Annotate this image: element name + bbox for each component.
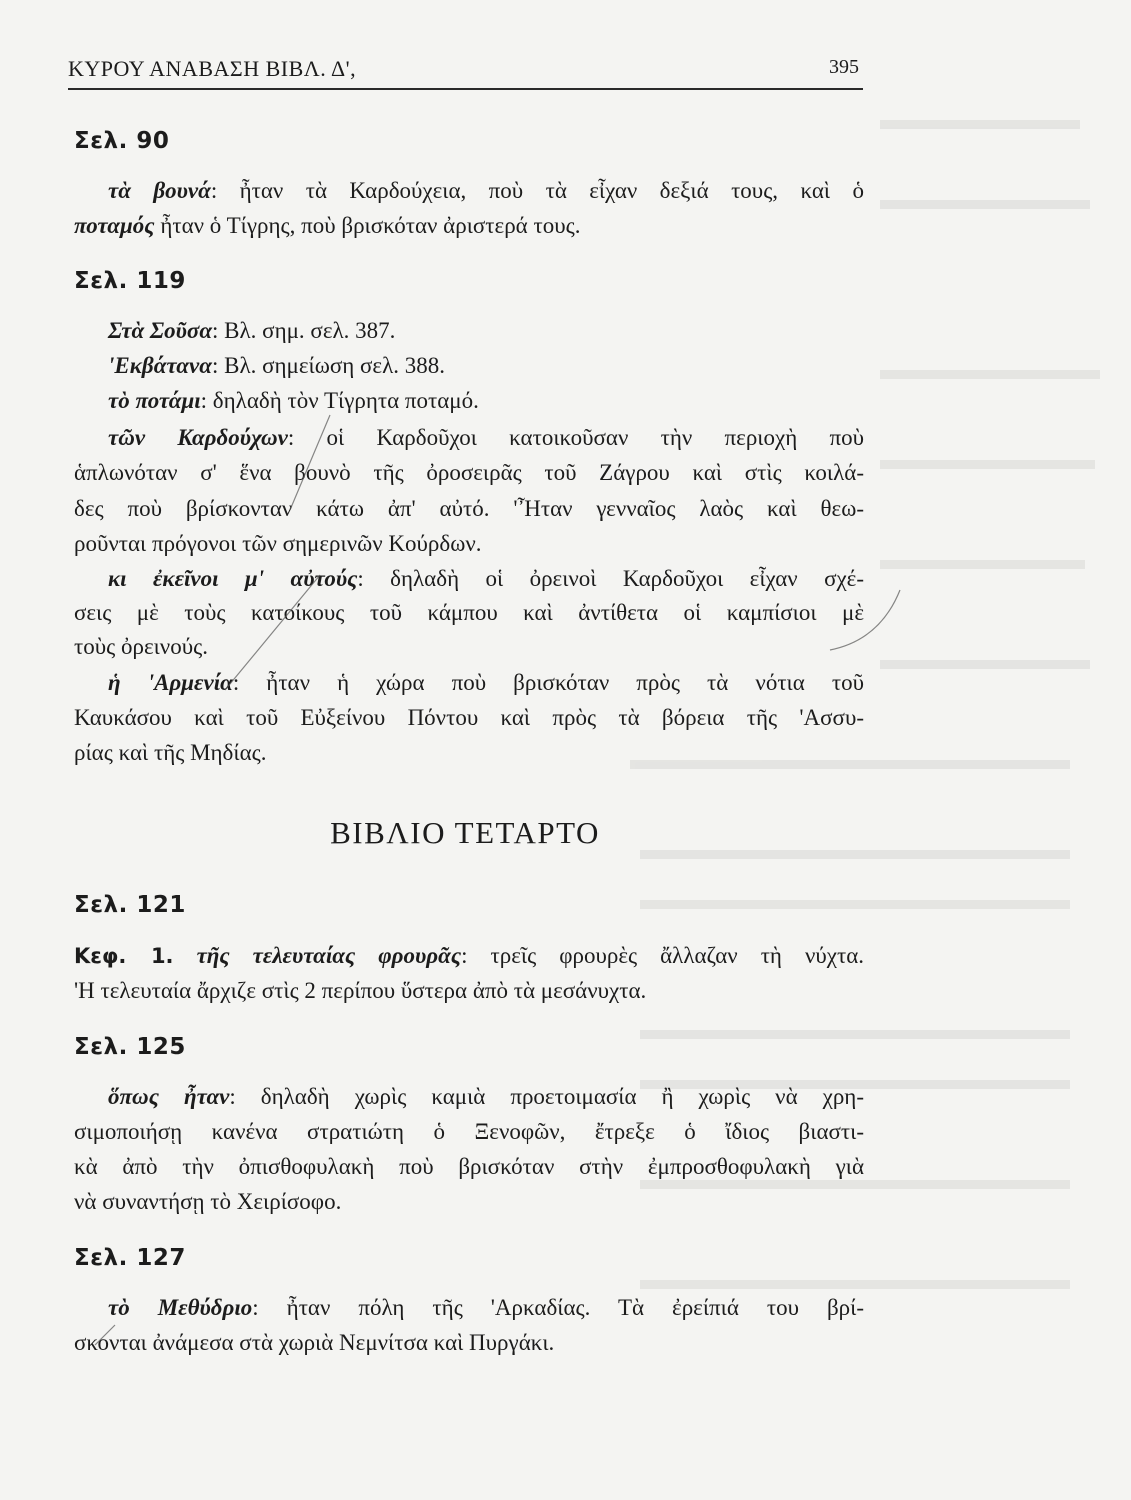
note-text: : τρεῖς φρουρὲς ἄλλαζαν τὴ νύχτα. xyxy=(461,943,865,968)
note-term: τὸ ποτάμι xyxy=(108,388,201,413)
note-term: Στὰ Σοῦσα xyxy=(108,318,213,343)
note-term: ὅπως ἦταν xyxy=(108,1084,230,1109)
note-line: σεις μὲ τοὺς κατοίκους τοῦ κάμπου καὶ ἀντίθετα οἱ καμπίσιοι μὲ xyxy=(74,600,864,625)
running-header xyxy=(68,48,863,90)
section-heading: Σελ. 127 xyxy=(74,1245,186,1271)
note-line: δες ποὺ βρίσκονταν κάτω ἀπ' αὐτό. 'Ἦταν γενναῖος λαὸς καὶ θεω- xyxy=(74,496,864,521)
note-text: : δηλαδὴ τὸν Τίγρητα ποταμό. xyxy=(200,388,479,413)
note-term: τῆς τελευταίας φρουρᾶς xyxy=(196,943,462,968)
note-line: νὰ συναντήσῃ τὸ Χειρίσοφο. xyxy=(74,1189,342,1214)
note-text: : δηλαδὴ χωρὶς καμιὰ προετοιμασία ἢ χωρὶς νὰ χρη- xyxy=(229,1084,864,1109)
note-term: κι ἐκεῖνοι μ' αὐτούς xyxy=(108,566,358,591)
note-term: τὸ Μεθύδριο xyxy=(108,1295,253,1320)
note-line: ρίας καὶ τῆς Μηδίας. xyxy=(74,740,267,765)
section-heading: Σελ. 121 xyxy=(74,892,186,918)
note-line: 'Η τελευταία ἄρχιζε στὶς 2 περίπου ὕστερα ἀπὸ τὰ μεσάνυχτα. xyxy=(74,978,647,1003)
note-term: ποταμός xyxy=(74,213,155,238)
note-term: τὰ βουνά xyxy=(108,178,211,203)
note-line: σιμοποιήσῃ κανένα στρατιώτη ὁ Ξενοφῶν, ἔτρεξε ὁ ἴδιος βιαστι- xyxy=(74,1119,864,1144)
note-line xyxy=(108,423,864,453)
note-term: τῶν Καρδούχων xyxy=(108,425,288,450)
note-text: : Βλ. σημ. σελ. 387. xyxy=(212,318,396,343)
note-text: : Βλ. σημείωση σελ. 388. xyxy=(211,353,445,378)
section-heading: Σελ. 90 xyxy=(74,128,170,154)
note-line xyxy=(108,1293,864,1323)
section-heading: Σελ. 119 xyxy=(74,268,186,294)
note-line xyxy=(108,351,864,381)
note-term: ἡ 'Αρμενία xyxy=(108,670,233,695)
note-line: Καυκάσου καὶ τοῦ Εὐξείνου Πόντου καὶ πρὸς τὰ βόρεια τῆς 'Ασσυ- xyxy=(74,705,864,730)
note-line xyxy=(108,668,864,698)
note-text: : ἦταν τὰ Καρδούχεια, ποὺ τὰ εἶχαν δεξιά τους, καὶ ὁ xyxy=(210,178,864,203)
note-line: ἁπλωνόταν σ' ἕνα βουνὸ τῆς ὀροσειρᾶς τοῦ Ζάγρου καὶ στὶς κοιλά- xyxy=(74,460,864,485)
note-line xyxy=(108,386,864,416)
note-line: ροῦνται πρόγονοι τῶν σημερινῶν Κούρδων. xyxy=(74,531,482,556)
note-line: σκονται ἀνάμεσα στὰ χωριὰ Νεμνίτσα καὶ Πυργάκι. xyxy=(74,1330,555,1355)
note-term: 'Εκβάτανα xyxy=(108,353,212,378)
note-line xyxy=(108,176,864,206)
note-text: : οἱ Καρδοῦχοι κατοικοῦσαν τὴν περιοχὴ ποὺ xyxy=(287,425,864,450)
note-line xyxy=(108,1082,864,1112)
note-text: : ἦταν ἡ χώρα ποὺ βρισκόταν πρὸς τὰ νότια τοῦ xyxy=(232,670,864,695)
chapter-label: Κεφ. 1. xyxy=(74,944,174,968)
book-title: ΒΙΒΛΙΟ ΤΕΤΑΡΤΟ xyxy=(330,815,600,850)
note-text: ἦταν ὁ Τίγρης, ποὺ βρισκόταν ἀριστερά τους. xyxy=(154,213,581,238)
note-text: : δηλαδὴ οἱ ὀρεινοὶ Καρδοῦχοι εἶχαν σχέ- xyxy=(357,566,864,591)
note-text: : ἦταν πόλη τῆς 'Αρκαδίας. Τὰ ἐρείπιά του βρί- xyxy=(252,1295,864,1320)
note-line: κὰ ἀπὸ τὴν ὀπισθοφυλακὴ ποὺ βρισκόταν στὴν ἐμπροσθοφυλακὴ γιὰ xyxy=(74,1154,864,1179)
note-line xyxy=(108,564,864,594)
note-line xyxy=(108,316,864,346)
section-heading: Σελ. 125 xyxy=(74,1034,186,1060)
note-line: τοὺς ὀρεινούς. xyxy=(74,634,208,659)
running-title: ΚΥΡΟΥ ΑΝΑΒΑΣΗ ΒΙΒΛ. Δ', xyxy=(68,56,357,81)
page-number: 395 xyxy=(829,56,859,78)
note-line xyxy=(74,941,864,971)
note-line xyxy=(74,211,864,241)
